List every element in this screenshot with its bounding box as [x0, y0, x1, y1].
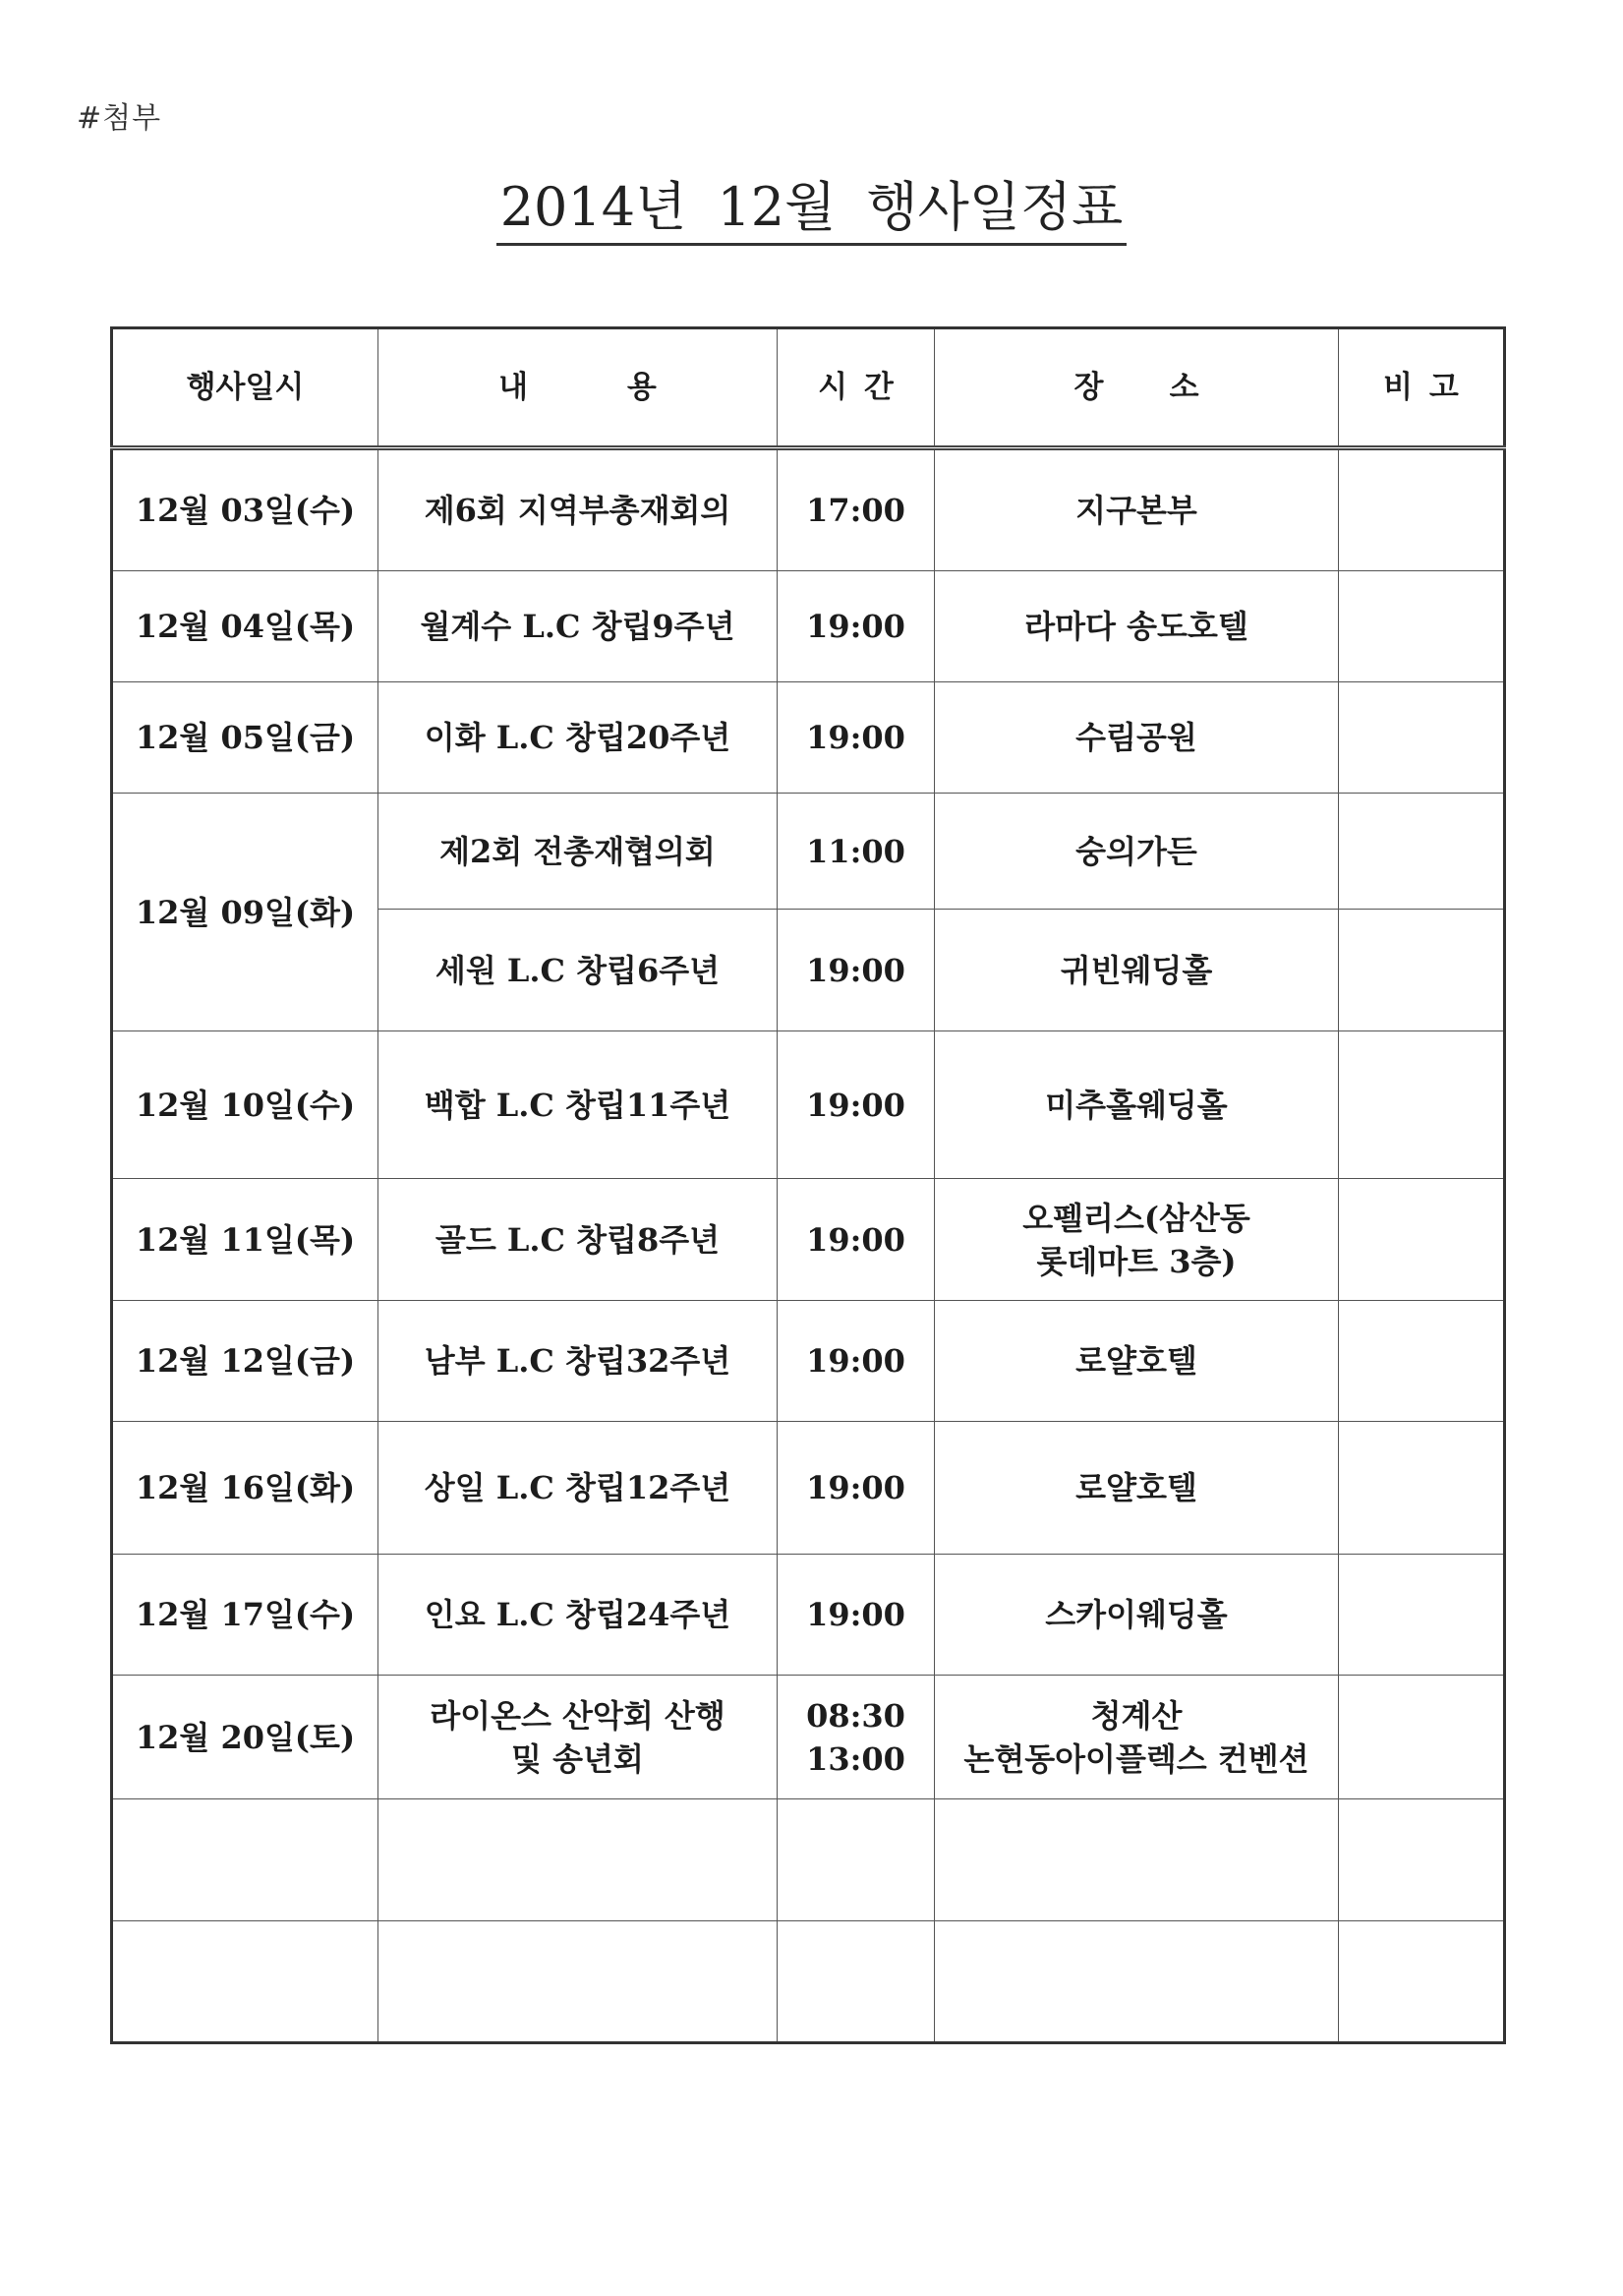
cell-date: 12월 17일(수): [112, 1555, 378, 1676]
event-schedule-table: [110, 326, 1506, 2044]
cell-note: [1339, 910, 1505, 1031]
table-row: [112, 794, 1505, 910]
cell-place: [935, 1799, 1339, 1921]
content-line-2: 및 송년회: [511, 1739, 644, 1778]
cell-content: 세원 L.C 창립6주년: [378, 910, 778, 1031]
cell-time: [778, 1799, 935, 1921]
place-line-2: 롯데마트 3층): [1036, 1242, 1237, 1280]
cell-date: [112, 1921, 378, 2043]
table-row: [112, 448, 1505, 571]
cell-time: 19:00: [778, 1422, 935, 1555]
content-line-1: 라이온스 산악회 산행: [430, 1696, 725, 1735]
cell-note: [1339, 794, 1505, 910]
cell-place: [935, 1676, 1339, 1799]
cell-time: 17:00: [778, 448, 935, 571]
time-line-2: 13:00: [806, 1739, 905, 1778]
cell-time: 19:00: [778, 682, 935, 794]
cell-note: [1339, 682, 1505, 794]
cell-time: [778, 1676, 935, 1799]
cell-place: 수림공원: [935, 682, 1339, 794]
cell-time: [778, 1921, 935, 2043]
cell-note: [1339, 1301, 1505, 1422]
cell-time: 19:00: [778, 571, 935, 682]
document-title: [0, 165, 1623, 246]
table-row: [112, 1301, 1505, 1422]
header-time: 시 간: [778, 328, 935, 448]
cell-note: [1339, 1031, 1505, 1179]
cell-time: 19:00: [778, 1031, 935, 1179]
cell-place: 귀빈웨딩홀: [935, 910, 1339, 1031]
cell-note: [1339, 448, 1505, 571]
cell-date: 12월 03일(수): [112, 448, 378, 571]
cell-date: 12월 16일(화): [112, 1422, 378, 1555]
header-date: 행사일시: [112, 328, 378, 448]
cell-place: 라마다 송도호텔: [935, 571, 1339, 682]
cell-content: 이화 L.C 창립20주년: [378, 682, 778, 794]
table-row: [112, 1031, 1505, 1179]
cell-place: 스카이웨딩홀: [935, 1555, 1339, 1676]
cell-time: 19:00: [778, 1179, 935, 1301]
cell-date: 12월 12일(금): [112, 1301, 378, 1422]
attachment-label: #첨부: [77, 101, 162, 136]
cell-place: 미추홀웨딩홀: [935, 1031, 1339, 1179]
document-title-text: 2014년 12월 행사일정표: [496, 165, 1128, 246]
cell-date: 12월 10일(수): [112, 1031, 378, 1179]
cell-time: 19:00: [778, 1301, 935, 1422]
table-row: [112, 1179, 1505, 1301]
cell-date: 12월 05일(금): [112, 682, 378, 794]
cell-place: 로얄호텔: [935, 1422, 1339, 1555]
cell-content: 골드 L.C 창립8주년: [378, 1179, 778, 1301]
cell-note: [1339, 571, 1505, 682]
cell-date: [112, 1799, 378, 1921]
cell-content: [378, 1921, 778, 2043]
table-row: [112, 1676, 1505, 1799]
cell-place: 로얄호텔: [935, 1301, 1339, 1422]
place-line-1: 오펠리스(삼산동: [1022, 1199, 1250, 1237]
cell-note: [1339, 1555, 1505, 1676]
cell-note: [1339, 1179, 1505, 1301]
table-row: [112, 571, 1505, 682]
header-note: 비 고: [1339, 328, 1505, 448]
header-content: 내 용: [378, 328, 778, 448]
cell-note: [1339, 1921, 1505, 2043]
cell-note: [1339, 1799, 1505, 1921]
cell-date: 12월 09일(화): [112, 794, 378, 1031]
header-place: 장 소: [935, 328, 1339, 448]
table-header-row: [112, 328, 1505, 448]
cell-content: 백합 L.C 창립11주년: [378, 1031, 778, 1179]
cell-content: 월계수 L.C 창립9주년: [378, 571, 778, 682]
cell-place: [935, 1179, 1339, 1301]
cell-place: 지구본부: [935, 448, 1339, 571]
cell-place: [935, 1921, 1339, 2043]
table-row-empty: [112, 1799, 1505, 1921]
cell-note: [1339, 1422, 1505, 1555]
table-row: [112, 1422, 1505, 1555]
place-line-1: 청계산: [1090, 1696, 1183, 1735]
cell-content: 상일 L.C 창립12주년: [378, 1422, 778, 1555]
table-row: [112, 682, 1505, 794]
cell-time: 19:00: [778, 1555, 935, 1676]
table-row: [112, 1555, 1505, 1676]
cell-note: [1339, 1676, 1505, 1799]
cell-content: [378, 1676, 778, 1799]
place-line-2: 논현동아이플렉스 컨벤션: [963, 1739, 1309, 1778]
cell-date: 12월 20일(토): [112, 1676, 378, 1799]
cell-content: 제6회 지역부총재회의: [378, 448, 778, 571]
cell-content: [378, 1799, 778, 1921]
time-line-1: 08:30: [806, 1696, 905, 1735]
cell-content: 제2회 전총재협의회: [378, 794, 778, 910]
table-row-empty: [112, 1921, 1505, 2043]
cell-date: 12월 11일(목): [112, 1179, 378, 1301]
cell-content: 인요 L.C 창립24주년: [378, 1555, 778, 1676]
cell-time: 19:00: [778, 910, 935, 1031]
cell-place: 숭의가든: [935, 794, 1339, 910]
cell-content: 남부 L.C 창립32주년: [378, 1301, 778, 1422]
cell-date: 12월 04일(목): [112, 571, 378, 682]
cell-time: 11:00: [778, 794, 935, 910]
